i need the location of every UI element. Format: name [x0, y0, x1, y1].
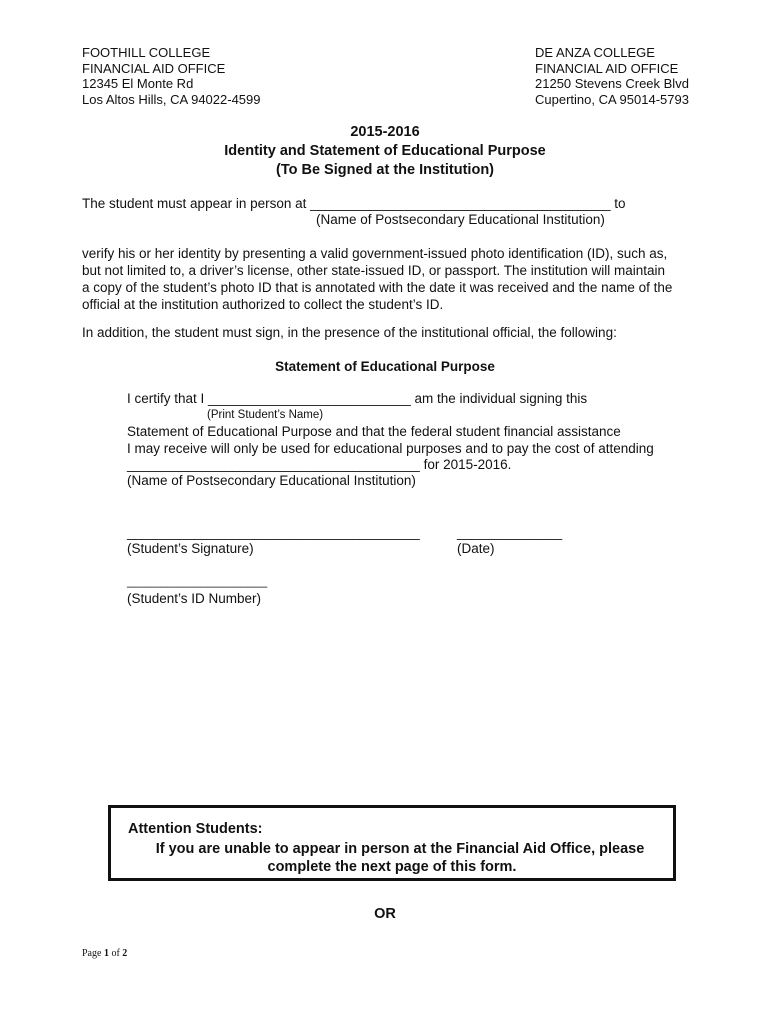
identity-paragraph-line: a copy of the student’s photo ID that is annotated with the date it was received and the name of the — [82, 280, 673, 295]
foothill-college-name: FOOTHILL COLLEGE — [82, 45, 211, 60]
deanza-office: FINANCIAL AID OFFICE — [535, 60, 679, 76]
signature-label: (Student’s Signature) — [127, 541, 254, 556]
attention-message — [111, 840, 673, 876]
statement-institution-label: (Name of Postsecondary Educational Institution) — [127, 473, 416, 488]
attention-title: Attention Students: — [128, 821, 263, 837]
attention-line: complete the next page of this form. — [267, 859, 517, 875]
statement-heading: Statement of Educational Purpose — [275, 359, 495, 374]
or-separator: OR — [374, 906, 396, 922]
of-word: of — [111, 948, 120, 959]
statement-body-line: Statement of Educational Purpose and that the federal student financial assistance — [127, 424, 621, 439]
statement-body-line: I may receive will only be used for educational purposes and to pay the cost of attending — [127, 440, 654, 456]
deanza-college-name: DE ANZA COLLEGE — [535, 45, 655, 60]
student-id-line: _____________________ — [127, 574, 268, 588]
identity-paragraph-line: official at the institution authorized to collect the student’s ID. — [82, 297, 444, 312]
attention-box — [108, 805, 676, 881]
foothill-street: 12345 El Monte Rd — [82, 76, 194, 91]
page-number — [82, 948, 127, 959]
intro-line: The student must appear in person at ________________________________________ to — [82, 196, 626, 211]
intro-institution-label: (Name of Postsecondary Educational Institution) — [316, 212, 605, 227]
page-current: 1 — [103, 948, 109, 959]
student-id-label: (Student’s ID Number) — [127, 591, 262, 606]
identity-paragraph-line: but not limited to, a driver’s license, other state-issued ID, or passport. The institution will maintain — [82, 263, 666, 278]
statement-body-line: _______________________________________ for 2015-2016. — [127, 457, 512, 472]
deanza-street: 21250 Stevens Creek Blvd — [535, 76, 689, 91]
identity-paragraph — [82, 245, 692, 313]
identity-paragraph-line: verify his or her identity by presenting a valid government-issued photo identification (ID), such as, — [82, 246, 668, 261]
statement-body — [127, 424, 737, 474]
date-line: ______________ — [457, 525, 563, 540]
page-title: Identity and Statement of Educational Purpose — [224, 143, 546, 159]
page-total: 2 — [122, 948, 128, 959]
page-word: Page — [82, 948, 102, 959]
date-label: (Date) — [457, 541, 495, 556]
attention-line: If you are unable to appear in person at the Financial Aid Office, please — [155, 841, 645, 857]
title-year: 2015-2016 — [350, 124, 420, 140]
foothill-city: Los Altos Hills, CA 94022-4599 — [82, 91, 261, 107]
signing-instruction: In addition, the student must sign, in the presence of the institutional official, the following: — [82, 325, 617, 340]
foothill-office: FINANCIAL AID OFFICE — [82, 60, 226, 76]
deanza-address-block — [535, 45, 689, 107]
deanza-city: Cupertino, CA 95014-5793 — [535, 91, 689, 107]
print-name-label: (Print Student’s Name) — [207, 409, 324, 421]
signature-line: _______________________________________ — [127, 525, 420, 540]
certify-line: I certify that I ___________________________ am the individual signing this — [127, 391, 588, 406]
foothill-address-block — [82, 45, 261, 107]
page-subtitle: (To Be Signed at the Institution) — [275, 162, 495, 178]
